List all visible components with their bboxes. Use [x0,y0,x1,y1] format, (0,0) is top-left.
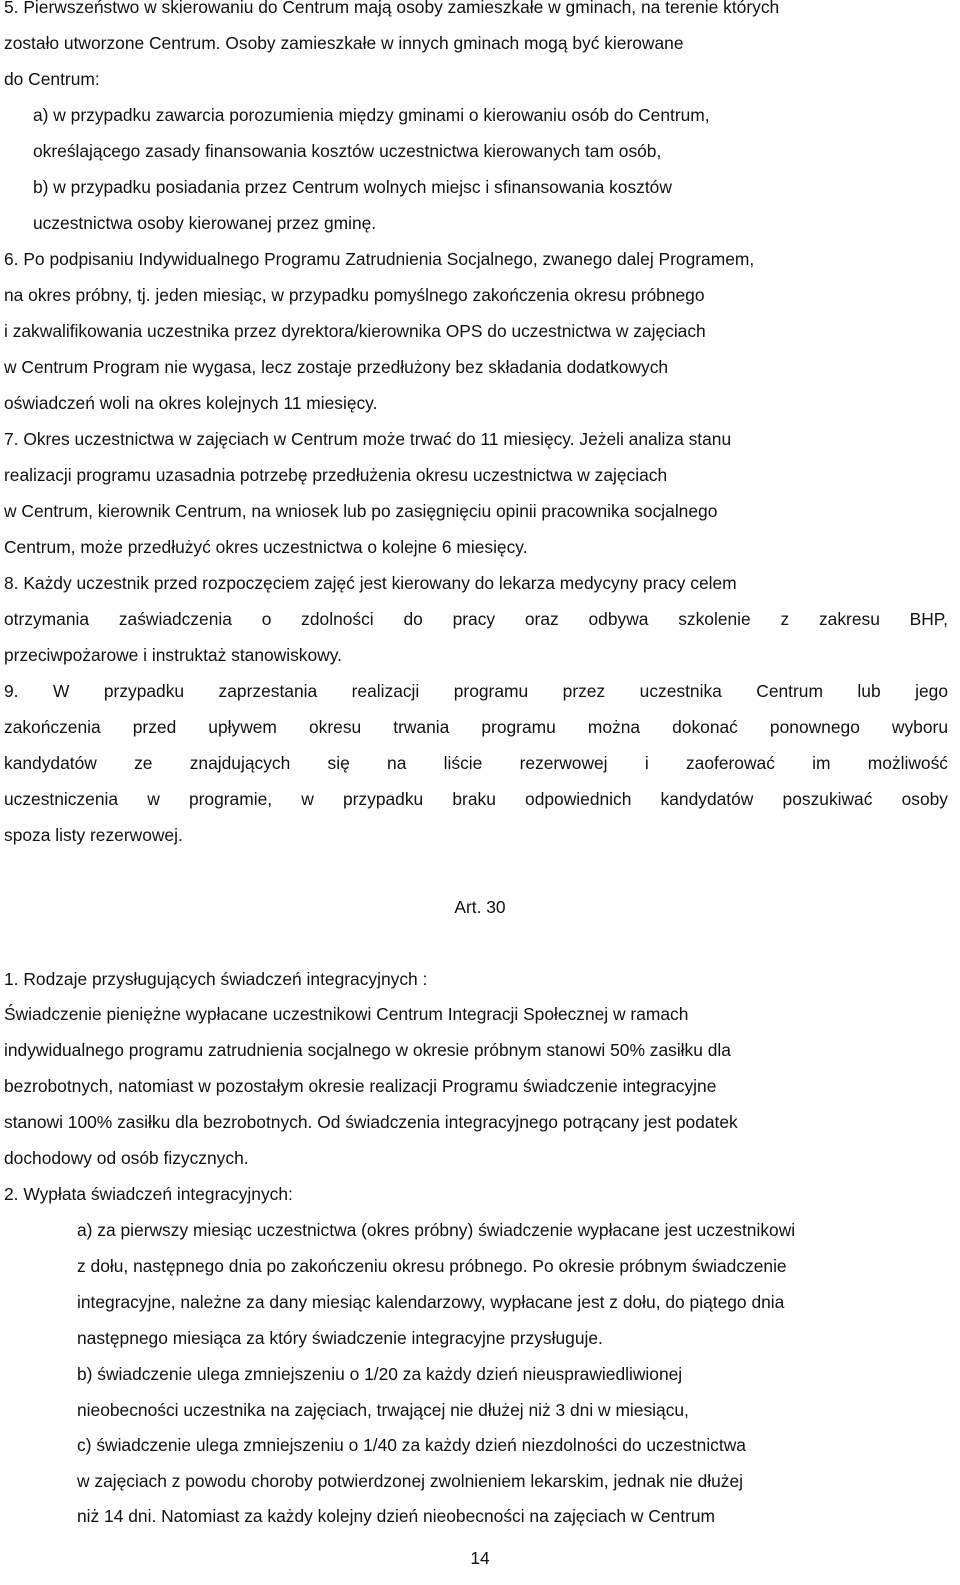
section-1-line: indywidualnego programu zatrudnienia socjalnego w okresie próbnym stanowi 50% zasiłku dla [4,1040,731,1060]
paragraph-6-line: i zakwalifikowania uczestnika przez dyrektora/kierownika OPS do uczestnictwa w zajęciach [4,321,706,341]
paragraph-6-line: oświadczeń woli na okres kolejnych 11 miesięcy. [4,393,378,413]
section-2-heading: 2. Wypłata świadczeń integracyjnych: [4,1184,293,1204]
paragraph-9-line: zakończenia przed upływem okresu trwania programu można dokonać ponownego wyboru [4,717,948,737]
paragraph-9-line: uczestniczenia w programie, w przypadku braku odpowiednich kandydatów poszukiwać osoby [4,789,948,809]
paragraph-9-line: kandydatów ze znajdujących się na liście rezerwowej i zaoferować im możliwość [4,753,948,773]
paragraph-5-line: do Centrum: [4,69,100,89]
section-2-item-a-line: integracyjne, należne za dany miesiąc kalendarzowy, wypłacane jest z dołu, do piątego dnia [77,1292,785,1312]
paragraph-5-line: 5. Pierwszeństwo w skierowaniu do Centrum mają osoby zamieszkałe w gminach, na terenie których [4,0,780,17]
section-1-line: stanowi 100% zasiłku dla bezrobotnych. Od świadczenia integracyjnego potrącany jest podatek [4,1112,738,1132]
section-2-item-c-line: niż 14 dni. Natomiast za każdy kolejny dzień nieobecności na zajęciach w Centrum [77,1506,715,1526]
section-2-item-a-line: z dołu, następnego dnia po zakończeniu okresu próbnego. Po okresie próbnym świadczenie [77,1256,787,1276]
paragraph-5-item-a-line: określającego zasady finansowania kosztów uczestnictwa kierowanych tam osób, [33,141,662,161]
section-1-line: dochodowy od osób fizycznych. [4,1148,249,1168]
section-2-item-b-line: b) świadczenie ulega zmniejszeniu o 1/20 za każdy dzień nieusprawiedliwionej [77,1364,683,1384]
paragraph-7-line: 7. Okres uczestnictwa w zajęciach w Centrum może trwać do 11 miesięcy. Jeżeli analiza stanu [4,429,732,449]
section-2-item-a-line: a) za pierwszy miesiąc uczestnictwa (okres próbny) świadczenie wypłacane jest uczestnikowi [77,1220,796,1240]
paragraph-6-line: w Centrum Program nie wygasa, lecz zostaje przedłużony bez składania dodatkowych [4,357,669,377]
paragraph-9-line: 9. W przypadku zaprzestania realizacji programu przez uczestnika Centrum lub jego [4,681,948,701]
paragraph-8-line: 8. Każdy uczestnik przed rozpoczęciem zajęć jest kierowany do lekarza medycyny pracy celem [4,573,737,593]
paragraph-5-item-a-line: a) w przypadku zawarcia porozumienia między gminami o kierowaniu osób do Centrum, [33,105,710,125]
section-1-heading: 1. Rodzaje przysługujących świadczeń integracyjnych : [4,969,428,989]
article-heading: Art. 30 [454,897,506,917]
paragraph-9-line: spoza listy rezerwowej. [4,825,183,845]
paragraph-6-line: 6. Po podpisaniu Indywidualnego Programu Zatrudnienia Socjalnego, zwanego dalej Programem, [4,249,755,269]
section-2-item-a-line: następnego miesiąca za który świadczenie integracyjne przysługuje. [77,1328,603,1348]
paragraph-5-line: zostało utworzone Centrum. Osoby zamieszkałe w innych gminach mogą być kierowane [4,33,684,53]
paragraph-5-item-b-line: b) w przypadku posiadania przez Centrum wolnych miejsc i sfinansowania kosztów [33,177,672,197]
page-number: 14 [470,1548,490,1568]
paragraph-7-line: realizacji programu uzasadnia potrzebę przedłużenia okresu uczestnictwa w zajęciach [4,465,668,485]
section-1-line: Świadczenie pieniężne wypłacane uczestnikowi Centrum Integracji Społecznej w ramach [4,1004,689,1024]
paragraph-8-line: przeciwpożarowe i instruktaż stanowiskowy. [4,645,342,665]
paragraph-7-line: Centrum, może przedłużyć okres uczestnictwa o kolejne 6 miesięcy. [4,537,528,557]
section-1-line: bezrobotnych, natomiast w pozostałym okresie realizacji Programu świadczenie integracyjne [4,1076,717,1096]
section-2-item-b-line: nieobecności uczestnika na zajęciach, trwającej nie dłużej niż 3 dni w miesiącu, [77,1400,689,1420]
paragraph-7-line: w Centrum, kierownik Centrum, na wniosek lub po zasięgnięciu opinii pracownika socjalnego [4,501,718,521]
section-2-item-c-line: w zajęciach z powodu choroby potwierdzonej zwolnieniem lekarskim, jednak nie dłużej [77,1471,744,1491]
section-2-item-c-line: c) świadczenie ulega zmniejszeniu o 1/40 za każdy dzień niezdolności do uczestnictwa [77,1435,746,1455]
paragraph-6-line: na okres próbny, tj. jeden miesiąc, w przypadku pomyślnego zakończenia okresu próbnego [4,285,705,305]
paragraph-8-line: otrzymania zaświadczenia o zdolności do pracy oraz odbywa szkolenie z zakresu BHP, [4,609,948,629]
paragraph-5-item-b-line: uczestnictwa osoby kierowanej przez gminę. [33,213,377,233]
